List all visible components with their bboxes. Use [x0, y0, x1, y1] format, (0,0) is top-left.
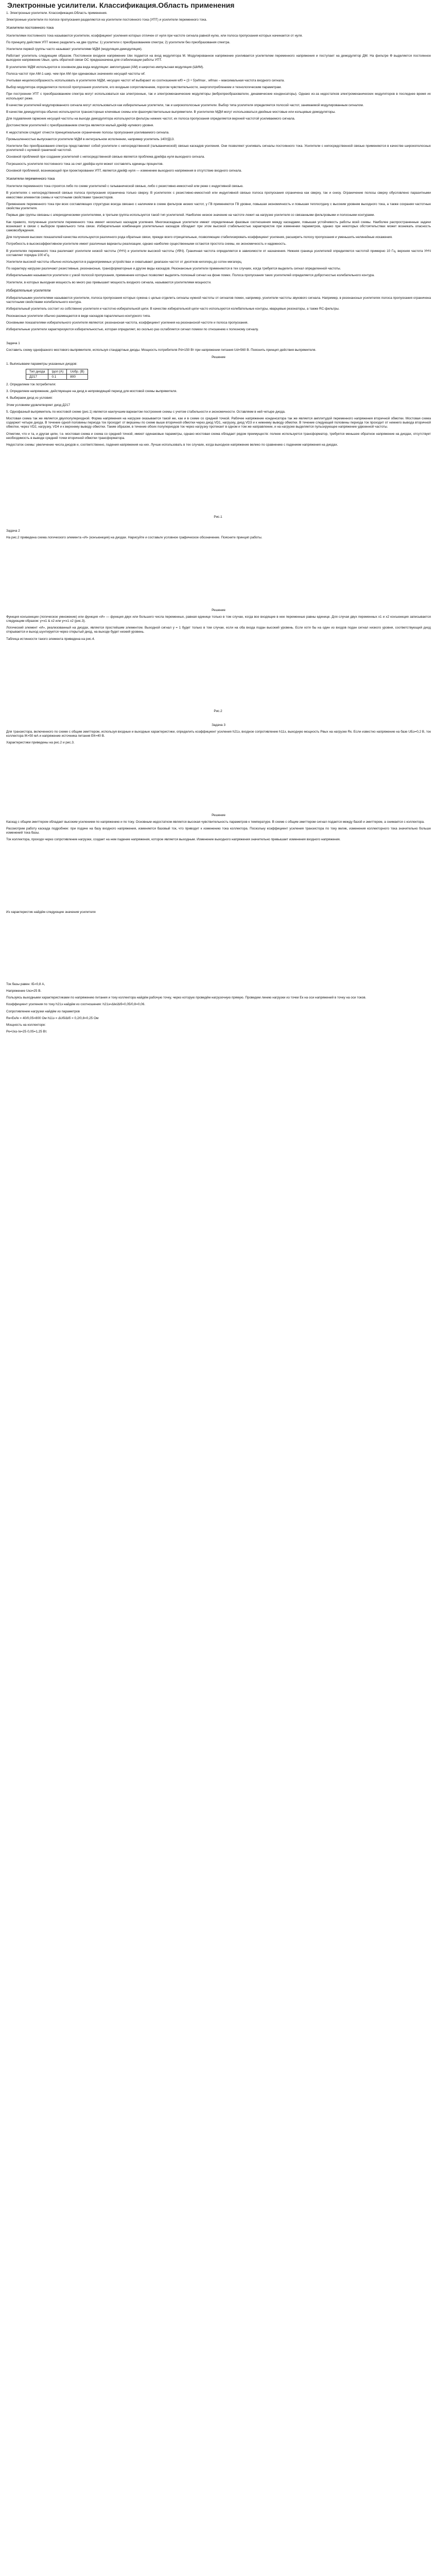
table-cell: 0.1 — [48, 374, 67, 379]
paragraph: Погрешность усилителя постоянного тока за счет дрейфа нуля может составлять единицы процентов. — [6, 162, 164, 166]
paragraph: Резонансные усилители обычно размещаются в виде каскадов параллельно-контурного типа. — [6, 314, 151, 318]
paragraph: Каскад с общим эмиттером обладает высоким усилением по напряжению и по току. Основным недостатком является высокая чувствительность параметров к температуре. В схеме с общим эмиттером сигнал подается между базой и эмиттером, а снимается с коллектора. — [6, 820, 425, 824]
paragraph: В усилителях МДМ используются в основном два вида модуляции: амплитудная (АМ) и широтно-импульсная модуляция (ШИМ). — [6, 65, 204, 69]
table-header-cell: Iдоп (А) — [48, 369, 67, 374]
heading-dc-amplifiers: Усилители постоянного тока — [6, 26, 54, 30]
paragraph: Характеристики приведены на рис.2 и рис.3. — [6, 741, 75, 745]
value-line: Мощность на коллекторе: — [6, 1023, 46, 1027]
heading-ac-amplifiers: Усилители переменного тока — [6, 177, 55, 181]
task1-text: Составить схему однофазного мостового выпрямителя, используя стандартные диоды. Мощность потребителя Pd=150 Вт при напряжении питания Ud=560 В. Пояснить принцип действия выпрямителя. — [6, 348, 317, 352]
task3-from-text: Из характеристик найдём следующие значения усилителя — [6, 910, 96, 914]
page-title: Электронные усилители. Классификация.Область применения — [7, 1, 235, 9]
paragraph: Основными показателями избирательного усилителя являются: резонансная частота, коэффициент усиления на резонансной частоте и полоса пропускания. — [6, 320, 249, 325]
figure2b-placeholder — [5, 645, 431, 706]
paragraph: Избирательный усилитель состоит из собственно усилителя и частотно-избирательной цепи. В качестве избирательной цепи часто используются колебательные контуры, кварцевые резонаторы, а также RC-фильтры. — [6, 307, 340, 311]
paragraph: Ток коллектора, проходя через сопротивление нагрузки, создает на нем падение напряжения, которое является выходным. Изменение выходного напряжения значительно превышает изменения входного напряжения. — [6, 838, 341, 842]
paragraph: Функция конъюнкции (логическое умножение) или функция «И» — функция двух или большего числа переменных, равная единице только в том случае, когда все входящие в нее переменные равны единице. Для случая двух переменных x1 и x2 конъюнкция записывается следующим образом: y=x1 & x2 или y=x1·x2 (рис.3). — [6, 615, 431, 623]
paragraph: В усилителях переменного тока различают усилители низкой частоты (УНЧ) и усилители высокой частоты (УВЧ). Граничная частота определяется в зависимости от назначения. Нижняя граница усилителей определяется частотой примерно 10 Гц, верхняя частота УНЧ составляет порядка 100 кГц. — [6, 249, 431, 257]
table-header-cell: Тип диода — [26, 369, 48, 374]
task3-solution-label: Решение — [212, 813, 225, 817]
diode-table — [26, 369, 88, 380]
selective-amplifier-paragraphs — [5, 296, 431, 332]
paragraph: Достоинством усилителей с преобразованием спектра является малый дрейф нулевого уровня. — [6, 124, 154, 128]
paragraph: По характеру нагрузки различают резистивные, резонансные, трансформаторные и другие виды каскадов. Резонансные усилители применяются в тех случаях, когда требуется выделить сигнал определенной частоты. — [6, 267, 341, 271]
task1-steps — [5, 383, 431, 447]
document — [5, 0, 431, 1034]
paragraph: Для получения высоких показателей качества используются различного рода обратные связи, прежде всего отрицательные, позволяющие стабилизировать коэффициент усиления, расширить полосу пропускания и уменьшить нелинейные искажения. — [6, 235, 393, 240]
figure2-label: Рис.2 — [214, 709, 222, 713]
paragraph: Первые две группы связаны с апериодическими усилителями, в третьем группа используется такой тип усилителей. Наиболее низкое значение на частоте лежит на нагрузке усилителя со связанными фильтровыми и полосными контурами. — [6, 213, 375, 217]
paragraph: Промышленностью выпускаются усилители МДМ в интегральном исполнении, например усилитель 140УД13. — [6, 137, 175, 141]
paragraph: Усилители высокой частоты обычно используются в радиоприемных устройствах и охватывают диапазон частот от десятков килогерц до сотен мегагерц. — [6, 260, 242, 264]
paragraph: Избирательными усилителями называются усилители, полоса пропускания которых сужена с целью отделить сигналы нужной частоты от сигналов помех, например, усилители частоты звукового сигнала. Например, в резонансных усилителях полоса пропускания ограничена частотными свойствами колебательного контура. — [6, 296, 431, 304]
value-line: Сопротивление нагрузки найдём из параметров — [6, 1009, 80, 1013]
value-line: Pк=Uкэ·Iк=25·0,05=1,25 Вт. — [6, 1030, 47, 1034]
paragraph: Как правило, полученные усилители переменного тока имеют несколько каскадов усиления. Многокаскадные усилители имеют определенные фазовые соотношения между каскадами, повышая устойчивость работы всей схемы. Наиболее распространенные задачи возникают в связи с выбором правильного типа связи. Избирательная комбинация усилительных каскадов обладает при этом высокой стабильностью характеристик при изменении параметров, однако при некоторых обстоятельствах может возникать опасность самовозбуждения. — [6, 220, 431, 232]
paragraph: Логический элемент «И», реализованный на диодах, является простейшим элементом. Выходной сигнал y = 1 будет только в том случае, если на оба входа подан высокий уровень. Если хотя бы на один из входов подан сигнал низкого уровня, соответствующий диод открывается и выход шунтируется через открытый диод, на выходе будет низкий уровень. — [6, 626, 431, 634]
figure4-placeholder — [5, 845, 431, 907]
ac-amplifier-paragraphs — [5, 184, 431, 284]
task2-solution-label: Решение — [212, 608, 225, 612]
solution-step: 2. Определяем ток потребителя: — [6, 382, 56, 386]
paragraph: Учитывая нецелесообразность использовать в усилителях МДМ, несущих частот wf выбирают из соотношения wf0 = (3 ÷ 5)wfmax , wfmax – максимальная частота входного сигнала. — [6, 79, 285, 83]
paragraph: Усилители, в которых выходная мощность во много раз превышает мощность входного сигнала, называются усилителями мощности. — [6, 280, 212, 284]
figure1-placeholder — [5, 450, 431, 512]
table-header-row — [26, 369, 88, 374]
figure3-placeholder — [5, 749, 431, 810]
solution-step: Этим условиям удовлетворяет диод Д217 — [6, 403, 71, 407]
task1-step1: 1. Выписываем параметры указанных диодов: — [6, 362, 77, 366]
paragraph: Полоса частот при АМ-1-шир. чем при АМ при одинаковых значениях несущей частоты wf. — [6, 72, 146, 76]
figure1-label: Рис.1 — [214, 515, 222, 519]
paragraph: В качестве демодулятора обычно используются транзисторные ключевые схемы или фазочувствительные выпрямители. В усилителях МДМ могут использоваться двойные мостовые или кольцевые демодуляторы. — [6, 110, 336, 114]
task1-title: Задача 1 — [6, 342, 20, 346]
table-row — [26, 374, 88, 379]
intro-paragraph: Электронные усилители по полосе пропускания разделяются на усилители постоянного тока (УПТ) и усилители переменного тока. — [6, 18, 207, 22]
paragraph: Избирательными называются усилители с узкой полосой пропускания, применение которых позволяет выделять полезный сигнал на фоне помех. Полоса пропускания таких усилителей определяется добротностью колебательного контура. — [6, 274, 375, 278]
paragraph: Потребность в высокоэффективном усилителе имеет различные варианты реализации, однако наиболее существенными остаются простота схемы, ее экономичность и надежность. — [6, 242, 287, 246]
paragraph: Работает усилитель следующим образом. Постоянное входное напряжение Uвх подается на вход модулятора М. Модулированное напряжение усиливается усилителем переменного напряжения и поступает на демодулятор ДМ. На фильтре Ф выделяется постоянное выходное напряжение Uвых, цепь обратной связи ОС предназначена для стабилизации работы УПТ. — [6, 54, 431, 62]
table-cell: 800 — [67, 374, 88, 379]
task2-title: Задача 2 — [6, 529, 20, 533]
value-line: Напряжение Uкэ=25 В. — [6, 989, 42, 993]
solution-step: Отметим, что и та, и другая цепи, т.е. мостовая схема и схема со средней точкой, имеют одинаковые параметры, однако мостовая схема обладает рядом преимуществ: полнее используется трансформатор, требуется меньшее обратное напряжение на диодах, отсутствует необходимость в выводе средней точки вторичной обмотки трансформатора. — [6, 432, 431, 440]
section-number-heading: 1. Электронные усилители. Классификация.Область применения. — [6, 11, 108, 15]
paragraph: В усилителях с непосредственной связью полоса пропускания ограничена только сверху. В усилителях с резистивно-емкостной или индуктивной связью полоса пропускания ограничена как сверху, так и снизу. Ограничение полосы сверху обусловлено паразитными емкостями элементов схемы и частотными свойствами транзисторов. — [6, 191, 431, 199]
table-cell: Д217 — [26, 374, 48, 379]
paragraph: Усилителями постоянного тока называются усилители, коэффициент усиления которых отличен от нуля при частоте сигнала равной нулю, или полоса пропускания которых начинается от нуля. — [6, 33, 303, 38]
solution-step: Мостовая схема так же является двухполупериодной. Форма напряжения на нагрузке оказывается такой же, как и в схеме со средней точкой. Рабочее напряжение конденсатора так же является амплитудой переменного напряжения вторичной обмотки. Мостовая схема содержит четыре диода. В течение одной половины периода ток проходит от вершины по схеме выше вторичной обмотки через диод VD1, нагрузку, диод VD3 и к нижнему выводу обмотки. В течение следующей половины периода ток проходит от нижнего вывода вторичной обмотки, через VD2, нагрузку, VD4 и к верхнему выводу обмотки. Таким образом, в течение обоих полупериодов ток через нагрузку протекает в одном и том же направлении, и на нагрузке выделяется пульсирующее напряжение удвоенной частоты. — [6, 416, 431, 429]
paragraph: В качестве усилителей модулированного сигнала могут использоваться как избирательные усилители, так и широкополосные усилители. Выбор типа усилителя определяется полосой частот, занимаемой модулированным сигналом. — [6, 103, 364, 107]
paragraph: Основной проблемой, возникающей при проектировании УПТ, является дрейф нуля — изменение выходного напряжения в отсутствие входного сигнала. — [6, 168, 242, 173]
paragraph: Применение переменного тока при всех составляющих структурах всегда связано с наличием в схеме фильтров низких частот, у ГВ применяются ГВ уровни, повышая экономичность и повышая теплоотдачу с высоким уровнем выходного тока, а также сохраняя частотные свойства усилителя. — [6, 202, 431, 211]
table-header-cell: Uобр. (В) — [67, 369, 88, 374]
dc-amplifier-paragraphs — [5, 34, 431, 173]
paragraph: Основной проблемой при создании усилителей с непосредственной связью является проблема дрейфа нуля выходного сигнала. — [6, 155, 205, 159]
paragraph: Избирательные усилители характеризуются избирательностью, которая определяет, во сколько раз ослабляется сигнал помехи по отношению к полезному сигналу. — [6, 327, 259, 331]
solution-step: 3. Определяем напряжение, действующее на диод в непроводящий период для мостовой схемы выпрямителя. — [6, 389, 177, 394]
figure5-placeholder — [5, 918, 431, 979]
solution-step: 5. Однофазный выпрямитель по мостовой схеме (рис.1) является наилучшим вариантом построения схемы с учетом стабильности и экономичности. Оставляем в ней четыре диода. — [6, 410, 286, 414]
solution-step: Недостаток схемы: увеличение числа диодов и, соответственно, падения напряжения на них. Лучше использовать в тех случаях, когда выходное напряжение велико по сравнению с падением напряжения на диодах. — [6, 443, 338, 447]
task1-solution-label: Решение — [212, 355, 225, 359]
paragraph: Для транзистора, включенного по схеме с общим эмиттером, используя входные и выходные характеристики, определить коэффициент усиления h21э, входное сопротивление h11э, выходную мощность Pвых на нагрузке Rк. Если известно напряжение на базе UБэ=0,2 В, ток коллектора IK=50 мА и напряжение источника питания ЕК=40 В. — [6, 730, 431, 738]
value-line: Rк=Eк/Iк = 40/0,05=800 Ом h11э = ΔUб/ΔIб = 0,2/0,8=0,25 Ом — [6, 1016, 99, 1020]
task3-body — [5, 820, 431, 842]
paragraph: При построении УПТ с преобразованием спектра могут использоваться как электронные, так и электромеханические модуляторы (вибропреобразователи, динамические конденсаторы). Однако из-за недостатков электромеханических модуляторов в последнее время их используют реже. — [6, 92, 431, 100]
paragraph: Таблица истинности такого элемента приведена на рис.4. — [6, 637, 95, 641]
value-line: Пользуясь выходными характеристиками по напряжению питания и току коллектора найдём рабочую точку, через которую проведём нагрузочную прямую. Проведем линию нагрузки из точки Eк на оси напряжений в точку на оси токов. — [6, 996, 367, 1000]
task3-paragraphs — [5, 730, 431, 745]
paragraph: Выбор модулятора определяется полосой пропускания усилителя, его входным сопротивлением, порогом чувствительности, энергопотреблением и технологическим параметрам. — [6, 86, 282, 90]
paragraph: К недостатком следует отнести принципиальное ограничение полосы пропускания усиливаемого сигнала. — [6, 130, 169, 134]
heading-selective-amplifiers: Избирательные усилители — [6, 289, 51, 293]
task2-body — [5, 615, 431, 641]
value-line: Коэффициент усиления по току h21э найдём из соотношения: h21э=ΔIк/ΔIб=0,05/0,8=0,06. — [6, 1003, 146, 1007]
solution-step: 4. Выбираем диод из условия: — [6, 396, 53, 400]
paragraph: Рассмотрим работу каскада подробнее: при подаче на базу входного напряжения, изменяется базовый ток, что приводит к изменению тока коллектора. Поскольку коэффициент усиления транзистора по току велик, изменения коллекторного тока значительно больше изменений тока базы. — [6, 827, 431, 835]
paragraph: Усилители первой группы часто называют усилителями МДМ (модуляция-демодуляция). — [6, 47, 143, 52]
paragraph: Усилители без преобразования спектра представляют собой усилители с непосредственной (гальванической) связью каскадов усиления. Они позволяют усиливать сигналы постоянного тока. Усилители с непосредственной связью применяются в качестве широкополосных усилителей с нулевой граничной частотой. — [6, 144, 431, 152]
paragraph: Для подавления гармоник несущей частоты на выходе демодулятора используются фильтры нижних частот, их полоса пропускания определяется верхней частотой усиливаемого сигнала. — [6, 117, 295, 121]
value-line: Ток базы равен: IБ=0,8 А, — [6, 982, 45, 986]
task2-text: На рис.2 приведена схема логического элемента «И» (конъюнкция) на диодах. Нарисуйте и составьте условное графическое обозначение. Поясните принцип работы. — [6, 536, 263, 540]
figure2-placeholder — [5, 544, 431, 605]
task3-values — [5, 982, 431, 1035]
task3-title: Задача 3 — [212, 723, 225, 727]
paragraph: По принципу действия УПТ можно разделить на две группы: 1) усилители с преобразованием спектра; 2) усилители без преобразования спектра. — [6, 40, 231, 44]
paragraph: Усилители переменного тока строятся либо по схеме усилителей с гальванической связью, либо с резистивно-емкостной или реже с индуктивной связью. — [6, 184, 243, 189]
